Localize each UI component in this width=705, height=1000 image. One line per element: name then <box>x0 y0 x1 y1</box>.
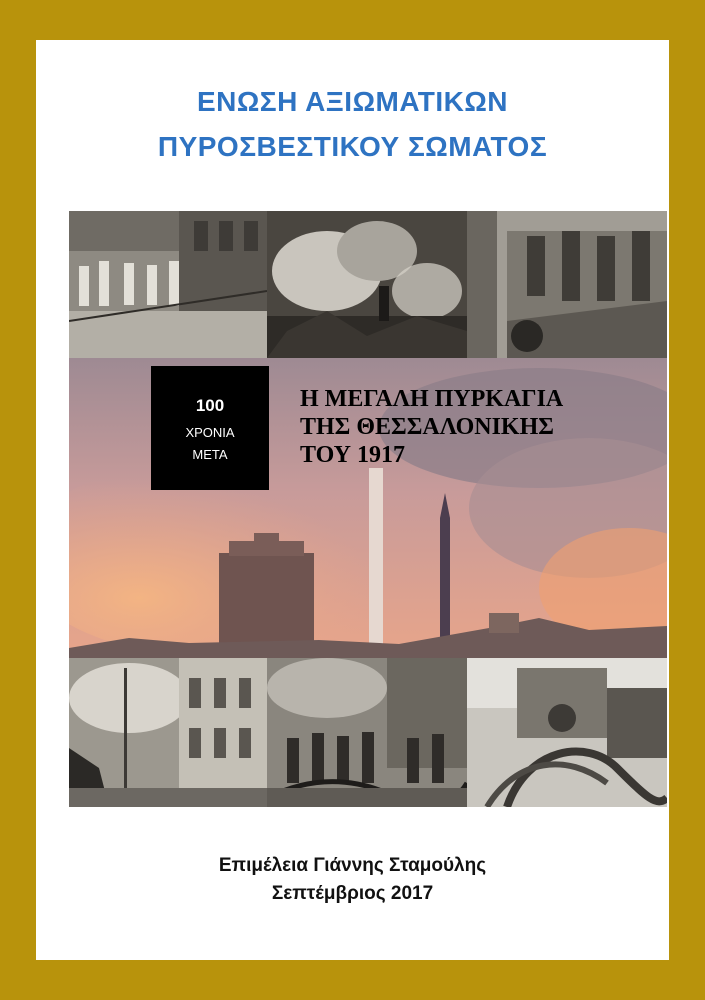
cover-title-line1: Η ΜΕΓΑΛΗ ΠΥΡΚΑΓΙΑ <box>300 386 564 412</box>
badge-word-years: ΧΡΟΝΙΑ <box>185 425 235 440</box>
organization-name-line1: ΕΝΩΣΗ ΑΞΙΩΜΑΤΙΚΩΝ <box>196 86 509 117</box>
building-fire-hose-photo <box>69 658 267 807</box>
badge-word-after: ΜΕΤΑ <box>192 447 228 462</box>
cover-page <box>36 40 669 960</box>
publication-date: Σεπτέμβριος 2017 <box>271 883 434 904</box>
hose-pump-equipment-photo <box>467 658 667 807</box>
smoke-ruins-photo <box>267 211 467 358</box>
crowd-firefighters-photo <box>267 658 467 807</box>
firefighters-street-photo <box>69 211 267 358</box>
anniversary-badge <box>151 366 269 490</box>
badge-number: 100 <box>195 396 225 415</box>
cover-title <box>300 385 563 469</box>
organization-name-line2: ΠΥΡΟΣΒΕΣΤΙΚΟΥ ΣΩΜΑΤΟΣ <box>157 131 548 162</box>
fire-engine-crew-photo <box>467 211 667 358</box>
editor-credit: Επιμέλεια Γιάννης Σταμούλης <box>218 855 487 876</box>
photo-collage <box>69 211 667 807</box>
cover-title-line2: ΤΗΣ ΘΕΣΣΑΛΟΝΙΚΗΣ <box>300 414 554 440</box>
cover-title-line3: ΤΟΥ 1917 <box>300 442 405 468</box>
